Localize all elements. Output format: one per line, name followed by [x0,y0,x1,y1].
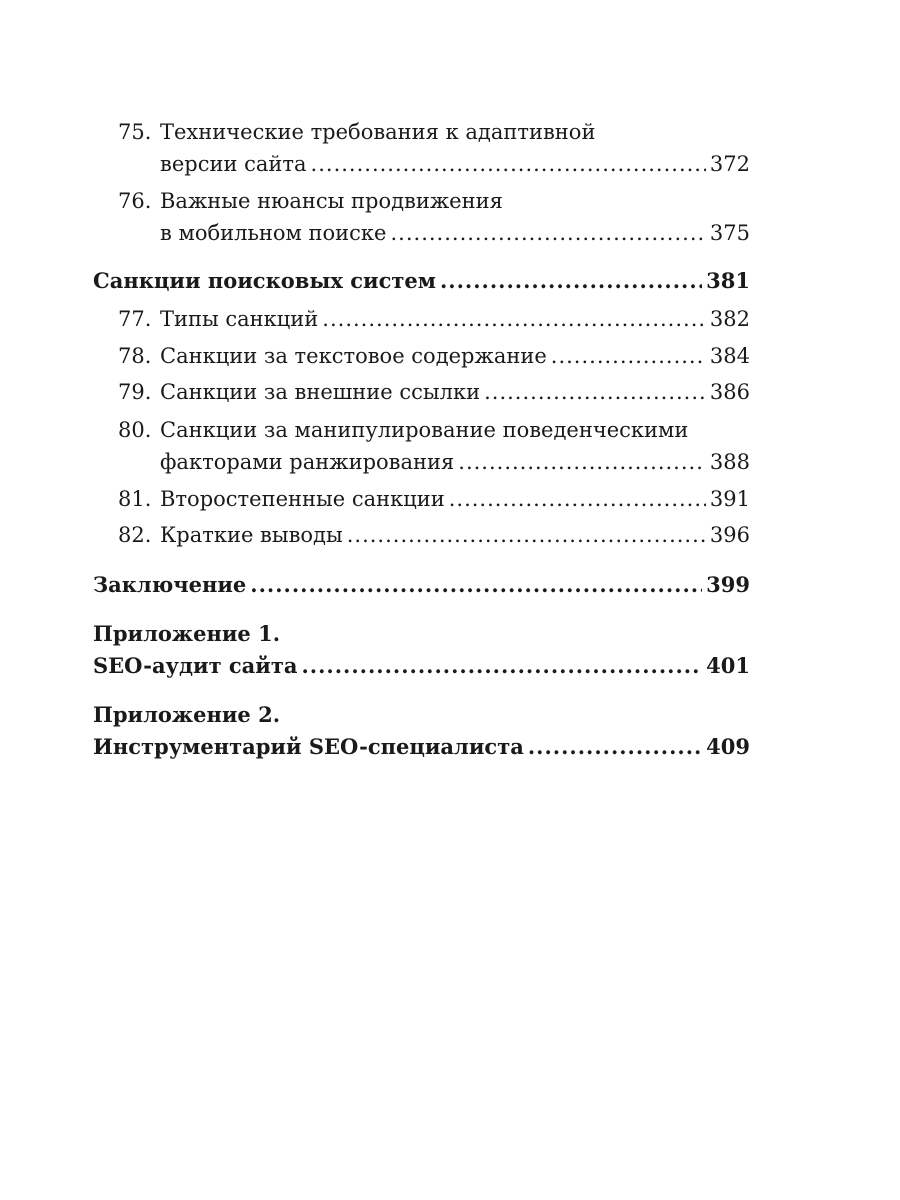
dot-leader [391,218,706,248]
appendix-label: Приложение 2. [93,702,281,727]
dot-leader [551,341,706,371]
entry-number: 82. [118,523,152,547]
entry-title: Санкции за внешние ссылки [160,380,481,404]
dot-leader [449,484,706,514]
page-number: 409 [706,734,750,759]
dot-leader [440,266,702,296]
section-title: SEO-аудит сайта [93,653,298,678]
page-number: 375 [709,221,750,245]
entry-number: 76. [118,189,152,213]
page-number: 384 [709,344,750,368]
dot-leader [250,570,702,600]
entry-number: 80. [118,418,152,442]
page-number: 396 [709,523,750,547]
appendix-label: Приложение 1. [93,621,281,646]
section-title: Инструментарий SEO-специалиста [93,734,524,759]
entry-title: факторами ранжирования [160,450,455,474]
entry-title-line1: Важные нюансы продвижения [160,189,503,213]
dot-leader [301,651,702,681]
dot-leader [322,304,706,334]
entry-title: Санкции за текстовое содержание [160,344,547,368]
entry-title-line1: Санкции за манипулирование поведенческими [160,418,689,442]
entry-number: 79. [118,380,152,404]
section-title: Заключение [93,572,247,597]
page-number: 401 [706,653,750,678]
entry-title: в мобильном поиске [160,221,387,245]
dot-leader [484,377,706,407]
entry-title: Краткие выводы [160,523,343,547]
section-title: Санкции поисковых систем [93,268,436,293]
page-number: 388 [709,450,750,474]
page-number: 386 [709,380,750,404]
dot-leader [528,732,702,762]
entry-number: 78. [118,344,152,368]
dot-leader [458,447,706,477]
page-number: 381 [706,268,750,293]
dot-leader [311,149,706,179]
entry-title: версии сайта [160,152,307,176]
entry-number: 77. [118,307,152,331]
entry-title-line1: Технические требования к адаптивной [160,120,596,144]
entry-title: Типы санкций [160,307,319,331]
page-number: 391 [709,487,750,511]
entry-title: Второстепенные санкции [160,487,445,511]
entry-number: 75. [118,120,152,144]
page-number: 382 [709,307,750,331]
page-number: 372 [709,152,750,176]
page-number: 399 [706,572,750,597]
entry-number: 81. [118,487,152,511]
dot-leader [347,520,706,550]
